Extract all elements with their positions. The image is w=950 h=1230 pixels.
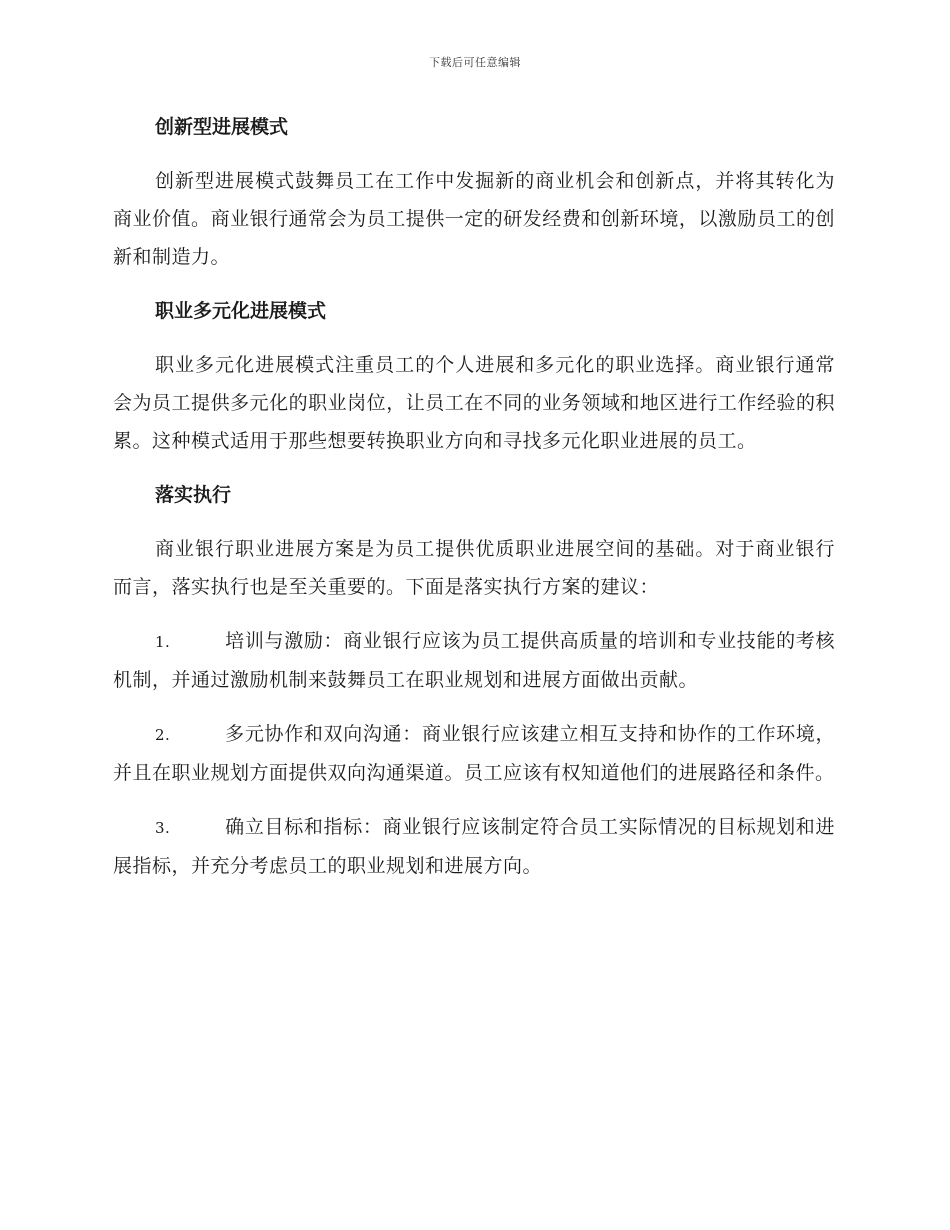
list-text: 确立目标和指标：商业银行应该制定符合员工实际情况的目标规划和进展指标，并充分考虑员工的职业规划和进展方向。 <box>113 816 835 877</box>
section-heading: 职业多元化进展模式 <box>155 300 327 322</box>
section-heading: 落实执行 <box>155 484 232 506</box>
list-text: 培训与激励：商业银行应该为员工提供高质量的培训和专业技能的考核机制，并通过激励机制来鼓舞员工在职业规划和进展方面做出贡献。 <box>113 630 835 691</box>
list-number: 2. <box>155 726 171 744</box>
list-number: 3. <box>155 819 171 837</box>
section-heading: 创新型进展模式 <box>155 116 289 138</box>
section-paragraph: 商业银行职业进展方案是为员工提供优质职业进展空间的基础。对于商业银行而言，落实执行也是至关重要的。下面是落实执行方案的建议： <box>113 538 835 598</box>
list-text: 多元协作和双向沟通：商业银行应该建立相互支持和协作的工作环境，并且在职业规划方面提供双向沟通渠道。员工应该有权知道他们的进展路径和条件。 <box>113 723 835 784</box>
section-paragraph: 职业多元化进展模式注重员工的个人进展和多元化的职业选择。商业银行通常会为员工提供多元化的职业岗位，让员工在不同的业务领域和地区进行工作经验的积累。这种模式适用于那些想要转换职业方向和寻找多元化职业进展的员工。 <box>113 354 835 452</box>
header-note: 下载后可任意编辑 <box>429 56 521 69</box>
list-item <box>113 808 835 885</box>
list-number: 1. <box>155 633 171 651</box>
list-item <box>113 622 835 699</box>
document-body <box>113 108 835 885</box>
list-item <box>113 715 835 792</box>
section-paragraph: 创新型进展模式鼓舞员工在工作中发掘新的商业机会和创新点，并将其转化为商业价值。商业银行通常会为员工提供一定的研发经费和创新环境，以激励员工的创新和制造力。 <box>113 170 835 268</box>
